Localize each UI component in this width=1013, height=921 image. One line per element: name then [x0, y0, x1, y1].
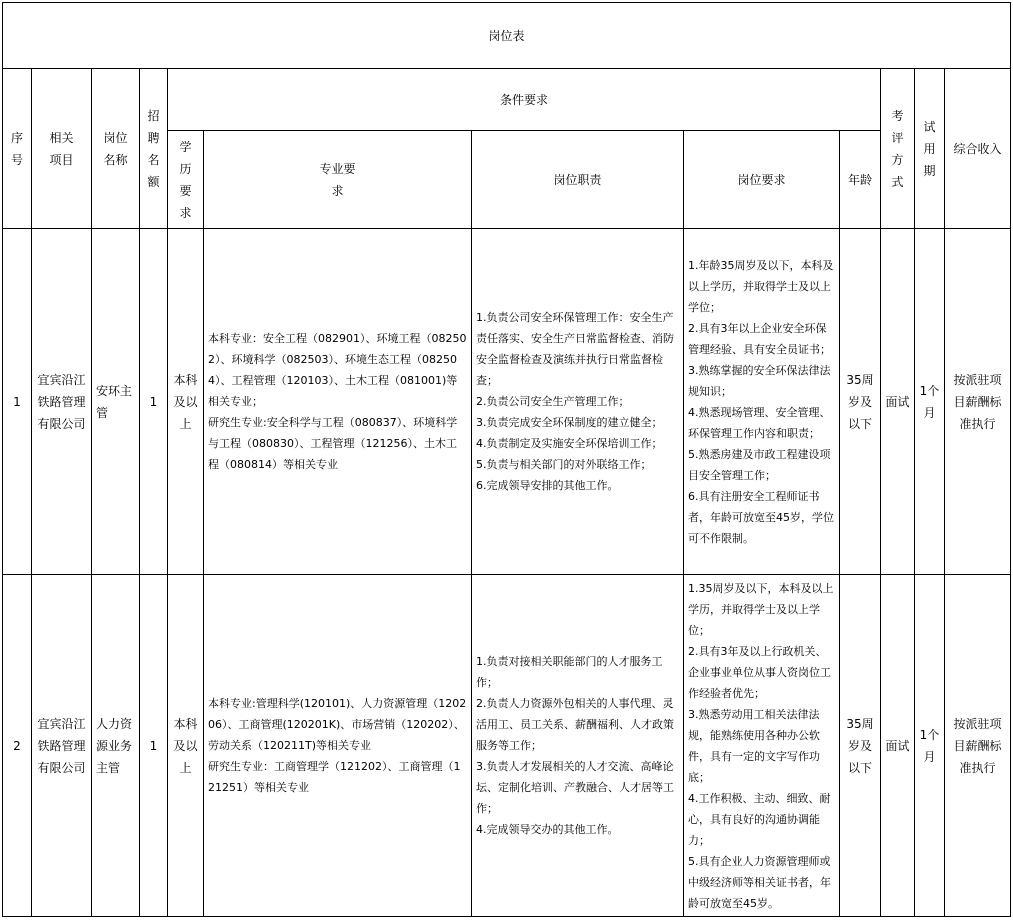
duty-line: 1.负责对接相关职能部门的人才服务工作；: [476, 655, 663, 689]
row-project: 宜宾沿江铁路管理有限公司: [32, 229, 92, 575]
duty-line: 2.负责公司安全生产管理工作；: [476, 395, 630, 408]
header-age: 年龄: [840, 131, 881, 229]
row-major: [204, 575, 472, 917]
major-line: 本科专业：安全工程（082901）、环境工程（082502）、环境科学（082503）、环境生态工程（082504）、工程管理（120103）、土木工程（081001)等相关专业；: [208, 332, 467, 408]
requirement-line: 4.工作积极、主动、细致、耐心，具有良好的沟通协调能力；: [688, 791, 831, 847]
header-requirements: 岗位要求: [684, 131, 840, 229]
table-row: [3, 575, 1011, 917]
row-major: [204, 229, 472, 575]
header-seq: 序号: [3, 69, 32, 229]
row-probation: 1个月: [915, 229, 945, 575]
requirement-line: 2.具有3年及以上行政机关、企业事业单位从事人资岗位工作经验者优先；: [688, 644, 831, 700]
requirement-line: 1.35周岁及以下，本科及以上学历，并取得学士及以上学位；: [688, 581, 834, 637]
header-duties: 岗位职责: [472, 131, 684, 229]
header-probation: 试用期: [915, 69, 945, 229]
duty-line: 3.负责人才发展相关的人才交流、高峰论坛、定制化培训、产教融合、人才居等工作；: [476, 760, 674, 815]
header-project: 相关项目: [32, 69, 92, 229]
position-table: [2, 2, 1011, 917]
duty-line: 6.完成领导安排的其他工作。: [476, 479, 619, 492]
row-quota: 1: [140, 229, 168, 575]
duty-line: 5.负责与相关部门的对外联络工作；: [476, 458, 652, 471]
row-probation: 1个月: [915, 575, 945, 917]
requirement-line: 3.熟练掌握的安全环保法律法规知识；: [688, 363, 831, 398]
duty-line: 4.完成领导交办的其他工作。: [476, 823, 619, 836]
table-title: 岗位表: [3, 3, 1011, 69]
requirement-line: 6.具有注册安全工程师证书者，年龄可放宽至45岁，学位可不作限制。: [688, 489, 834, 545]
header-income: 综合收入: [945, 69, 1011, 229]
row-education: 本科及以上: [168, 229, 204, 575]
row-position: 人力资源业务主管: [92, 575, 140, 917]
requirement-line: 5.具有企业人力资源管理师或中级经济师等相关证书者，年龄可放宽至45岁。: [688, 854, 831, 910]
major-line: 本科专业:管理科学(120101)、人力资源管理（120206）、工商管理(120201K)、市场营销（120202）、劳动关系（120211T)等相关专业: [208, 697, 467, 752]
requirement-line: 1.年龄35周岁及以下，本科及以上学历，并取得学士及以上学位；: [688, 258, 834, 314]
row-position: 安环主管: [92, 229, 140, 575]
row-duties: [472, 229, 684, 575]
header-conditions: 条件要求: [168, 69, 881, 131]
row-income: 按派驻项目薪酬标准执行: [945, 575, 1011, 917]
row-quota: 1: [140, 575, 168, 917]
row-assessment: 面试: [881, 575, 915, 917]
requirement-line: 4.熟悉现场管理、安全管理、环保管理工作内容和职责；: [688, 405, 831, 440]
header-education: 学历要求: [168, 131, 204, 229]
major-line: 研究生专业：工商管理学（121202）、工商管理（121251）等相关专业: [208, 760, 461, 794]
row-project: 宜宾沿江铁路管理有限公司: [32, 575, 92, 917]
header-assessment: 考评方式: [881, 69, 915, 229]
requirement-line: 2.具有3年以上企业安全环保管理经验、具有安全员证书；: [688, 321, 831, 356]
header-position: 岗位名称: [92, 69, 140, 229]
row-education: 本科及以上: [168, 575, 204, 917]
table-row: [3, 229, 1011, 575]
duty-line: 1.负责公司安全环保管理工作：安全生产责任落实、安全生产日常监督检查、消防安全监督检查及演练并执行日常监督检查；: [476, 311, 674, 387]
row-seq: 2: [3, 575, 32, 917]
row-requirements: [684, 229, 840, 575]
row-requirements: [684, 575, 840, 917]
row-assessment: 面试: [881, 229, 915, 575]
row-age: 35周岁及以下: [840, 575, 881, 917]
requirement-line: 5.熟悉房建及市政工程建设项目安全管理工作；: [688, 447, 831, 482]
major-line: 研究生专业:安全科学与工程（080837）、环境科学与工程（080830）、工程管理（121256）、土木工程（080814）等相关专业: [208, 416, 458, 471]
row-duties: [472, 575, 684, 917]
header-quota: 招聘名额: [140, 69, 168, 229]
row-seq: 1: [3, 229, 32, 575]
header-major: 专业要求: [204, 131, 472, 229]
duty-line: 2.负责人力资源外包相关的人事代理、灵活用工、员工关系、薪酬福利、人才政策服务等工作；: [476, 697, 674, 752]
duty-line: 4.负责制定及实施安全环保培训工作；: [476, 437, 663, 450]
row-age: 35周岁及以下: [840, 229, 881, 575]
row-income: 按派驻项目薪酬标准执行: [945, 229, 1011, 575]
duty-line: 3.负责完成安全环保制度的建立健全；: [476, 416, 663, 429]
requirement-line: 3.熟悉劳动用工相关法律法规，能熟练使用各种办公软件，具有一定的文字写作功底；: [688, 707, 820, 784]
